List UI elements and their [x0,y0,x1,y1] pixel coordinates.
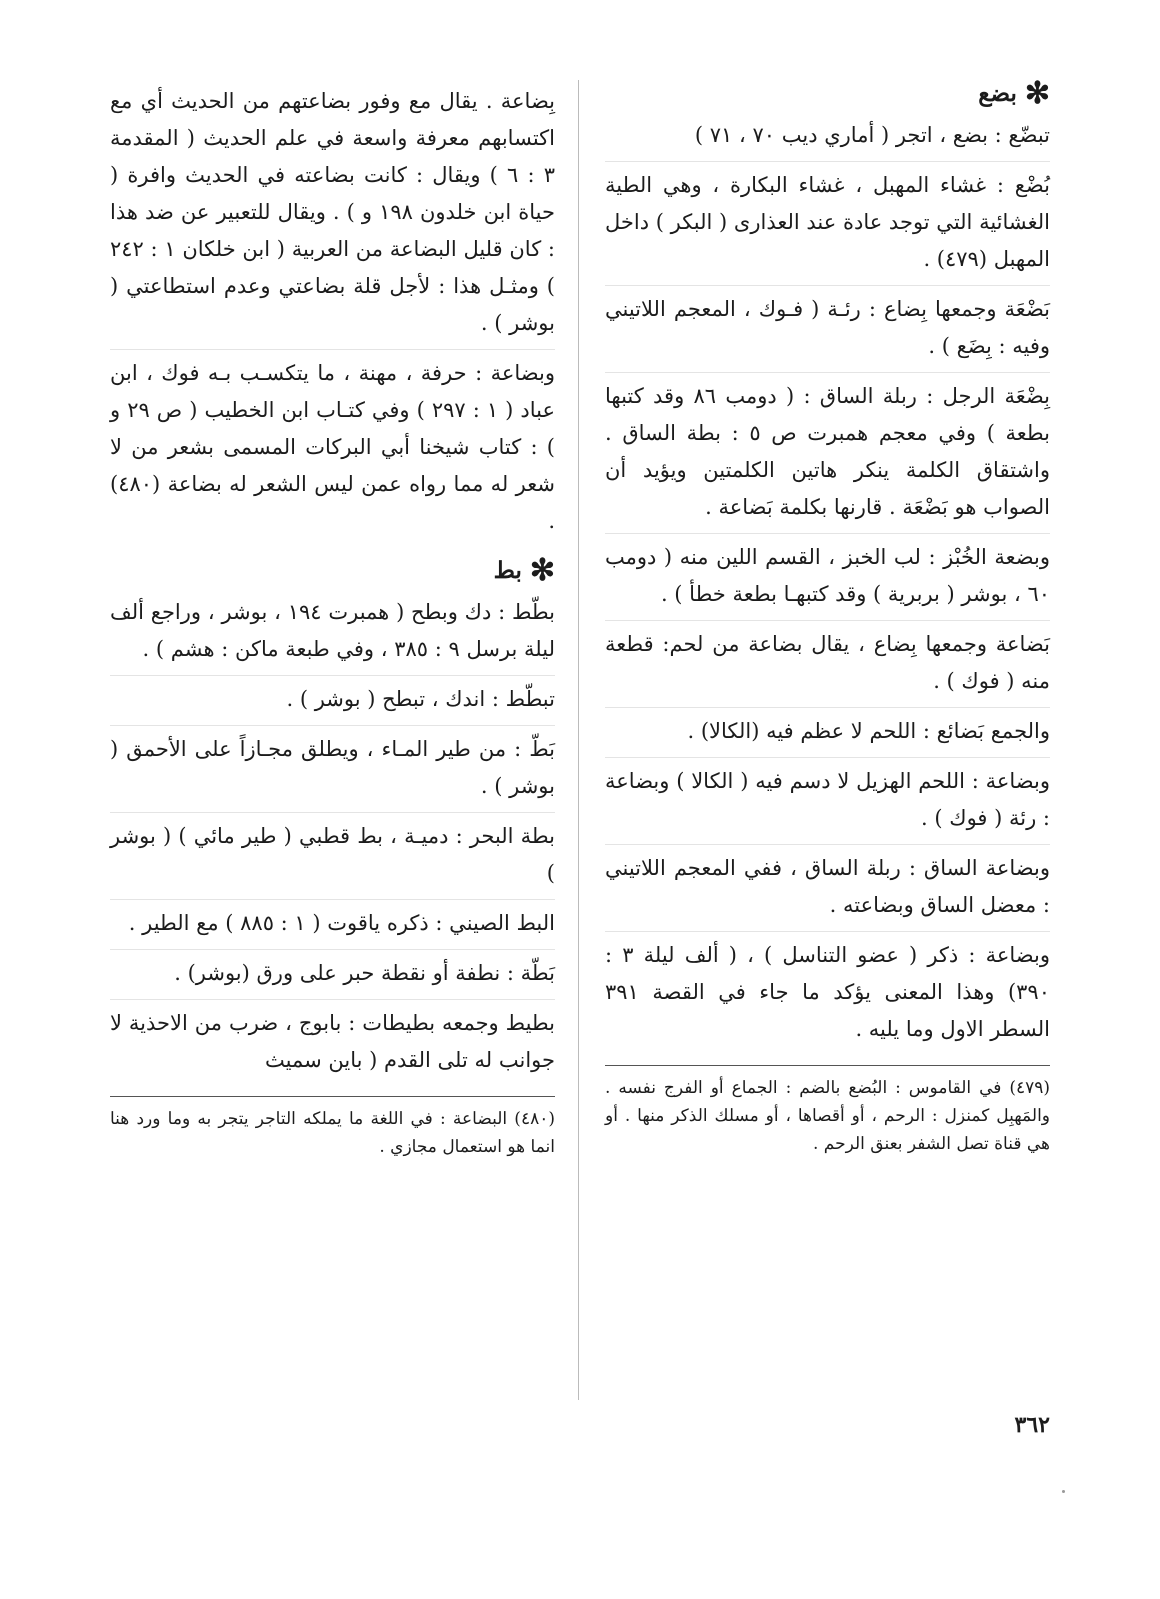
asterisk-icon: ✻ [529,553,555,588]
right-column [605,78,1050,1158]
footnote-480: (٤٨٠) البضاعة : في اللغة ما يملكه التاجر يتجر به وما ورد هنا انما هو استعمال مجازي . [110,1109,555,1157]
heading-text: بط [493,557,522,584]
heading-text: بضع [978,80,1017,107]
dictionary-entry: بطة البحر : دميـة ، بط قطبي ( طير مائي ) ( بوشر ) [110,812,555,899]
dictionary-entry: البط الصيني : ذكره ياقوت ( ١ : ٨٨٥ ) مع الطير . [110,899,555,949]
footnote-479: (٤٧٩) في القاموس : البُضع بالضم : الجماع أو الفرج نفسه . والمَهبِل كمنزل : الرحم ، أو أقصاها ، أو مسلك الذكر منها . أو هي قناة تصل الشفر بعنق الرحم . [605,1078,1050,1154]
asterisk-icon: ✻ [1024,76,1050,111]
dictionary-entry: بَطّ : من طير المـاء ، ويطلق مجـازاً على الأحمق ( بوشر ) . [110,725,555,812]
footnote-rule [110,1096,555,1097]
dictionary-entry: وبضاعة الساق : ربلة الساق ، ففي المعجم اللاتيني : معضل الساق وبضاعته . [605,844,1050,931]
dictionary-entry: بَضْعَة وجمعها بِضاع : رئـة ( فـوك ، المعجم اللاتيني وفيه : بِضَع ) . [605,285,1050,372]
dictionary-entry: وبضاعة : ذكر ( عضو التناسل ) ، ( ألف ليلة ٣ : ٣٩٠) وهذا المعنى يؤكد ما جاء في القصة ٣٩١ السطر الاول وما يليه . [605,931,1050,1055]
column-divider [578,80,579,1400]
dictionary-entry: تبضّع : بضع ، اتجر ( أماري ديب ٧٠ ، ٧١ ) [694,123,1050,147]
dictionary-entry: والجمع بَضائع : اللحم لا عظم فيه (الكالا) . [605,707,1050,757]
section-heading-batt [110,555,555,587]
scan-speck [1062,1490,1065,1493]
dictionary-entry: بِضاعة . يقال مع وفور بضاعتهم من الحديث أي مع اكتسابهم معرفة واسعة في علم الحديث ( المقدمة ٣ : ٦ ) ويقال : كانت بضاعته في الحديث وافرة ( حياة ابن خلدون ١٩٨ و ) . ويقال للتعبير عن ضد هذا : كان قليل البضاعة من العربية ( ابن خلكان ١ : ٢٤٢ ) ومثـل هذا : لأجل قلة بضاعتي وعدم استطاعتي ( بوشر ) . [110,89,556,335]
dictionary-entry: بَطّة : نطفة أو نقطة حبر على ورق (بوشر) . [110,949,555,999]
dictionary-entry: بِضْعَة الرجل : ربلة الساق : ( دومب ٨٦ وقد كتبها بطعة ) وفي معجم همبرت ص ٥ : بطة الساق . واشتقاق الكلمة ينكر هاتين الكلمتين ويؤيد أن الصواب هو بَضْعَة . قارنها بكلمة بَضاعة . [605,372,1050,533]
dictionary-entry: وبضاعة : حرفة ، مهنة ، ما يتكسـب بـه فوك ، ابن عباد ( ١ : ٢٩٧ ) وفي كتـاب ابن الخطيب ( ص ٢٩ و ) : كتاب شيخنا أبي البركات المسمى بشعر من لا شعر له مما رواه عمن ليس الشعر له بضاعة (٤٨٠) . [110,349,555,547]
footnote-rule [605,1065,1050,1066]
section-heading-badh [605,78,1050,110]
page-number: ٣٦٢ [1014,1412,1050,1438]
dictionary-entry: بطّط : دك وبطح ( همبرت ١٩٤ ، بوشر ، وراجع ألف ليلة برسل ٩ : ٣٨٥ ، وفي طبعة ماكن : هشم ) . [110,600,555,661]
dictionary-entry: بطيط وجمعه بطيطات : بابوج ، ضرب من الاحذية لا جوانب له تلى القدم ( باين سميث [110,999,555,1086]
dictionary-entry: بَضاعة وجمعها بِضاع ، يقال بضاعة من لحم: قطعة منه ( فوك ) . [605,620,1050,707]
left-column [110,78,555,1161]
dictionary-entry: تبطّط : اندك ، تبطح ( بوشر ) . [110,675,555,725]
dictionary-entry: بُضْع : غشاء المهبل ، غشاء البكارة ، وهي الطية الغشائية التي توجد عادة عند العذارى ( البكر ) داخل المهبل (٤٧٩) . [605,161,1050,285]
dictionary-entry: وبضعة الخُبْز : لب الخبز ، القسم اللين منه ( دومب ٦٠ ، بوشر ( بربرية ) وقد كتبهـا بطعة خطأ ) . [605,533,1050,620]
dictionary-entry: وبضاعة : اللحم الهزيل لا دسم فيه ( الكالا ) وبضاعة : رئة ( فوك ) . [605,757,1050,844]
